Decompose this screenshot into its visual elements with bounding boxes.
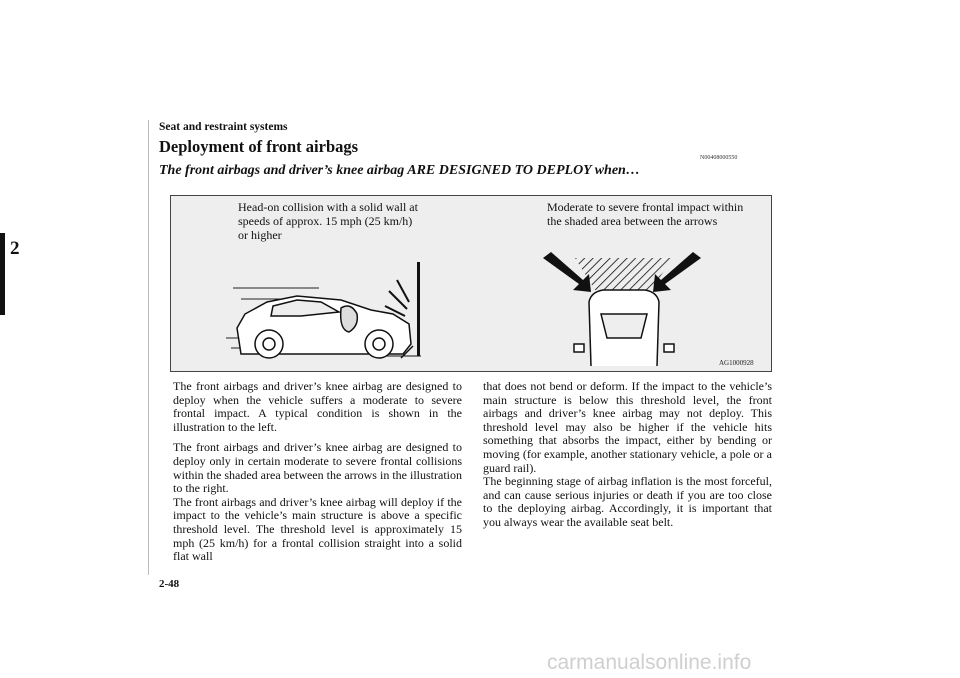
paragraph: The front airbags and driver’s knee airbag are designed to deploy when the vehicle suffers a moderate to severe frontal impact. A typical condition is shown in the illustration to the left. bbox=[173, 379, 462, 434]
watermark: carmanualsonline.info bbox=[547, 651, 752, 674]
chapter-number: 2 bbox=[10, 238, 20, 259]
page-heading: Deployment of front airbags bbox=[159, 137, 359, 156]
margin-divider bbox=[148, 120, 149, 575]
section-title: Seat and restraint systems bbox=[159, 121, 288, 133]
figure-code: AG1000928 bbox=[719, 359, 754, 367]
subheading: The front airbags and driver’s knee airbag ARE DESIGNED TO DEPLOY when… bbox=[159, 163, 640, 178]
paragraph: The beginning stage of airbag inflation is the most forceful, and can cause serious injuries or death if you are too close to the deploying airbag. Accordingly, it is important that you always wear the available seat belt. bbox=[483, 474, 772, 529]
chapter-tab-bar bbox=[0, 233, 5, 315]
figure-caption-left: Head-on collision with a solid wall at speeds of approx. 15 mph (25 km/h) or higher bbox=[238, 200, 418, 242]
paragraph: The front airbags and driver’s knee airbag are designed to deploy only in certain moderate to severe frontal collisions within the shaded area between the arrows in the illustration to the right. bbox=[173, 440, 462, 496]
paragraph: The front airbags and driver’s knee airbag will deploy if the impact to the vehicle’s main structure is above a specific threshold level. The threshold level is approximately 15 mph (25 km/h) for a frontal collision straight into a solid flat wall bbox=[173, 494, 462, 564]
figure-caption-right: Moderate to severe frontal impact within the shaded area between the arrows bbox=[547, 200, 744, 228]
car-side-view-icon bbox=[237, 296, 411, 358]
page-number: 2-48 bbox=[159, 578, 180, 590]
body-column-left bbox=[173, 380, 462, 564]
paragraph: that does not bend or deform. If the impact to the vehicle’s main structure is below this threshold level, the front airbags and driver’s knee airbag may not deploy. This threshold level may also be higher if the vehicle hits something that absorbs the impact, either by bending or moving (for example, another stationary vehicle, a pole or a guard rail). bbox=[483, 379, 772, 475]
car-top-view-icon bbox=[574, 290, 674, 366]
heading-ref-code: N00408000550 bbox=[700, 155, 738, 161]
body-column-right bbox=[483, 380, 772, 530]
